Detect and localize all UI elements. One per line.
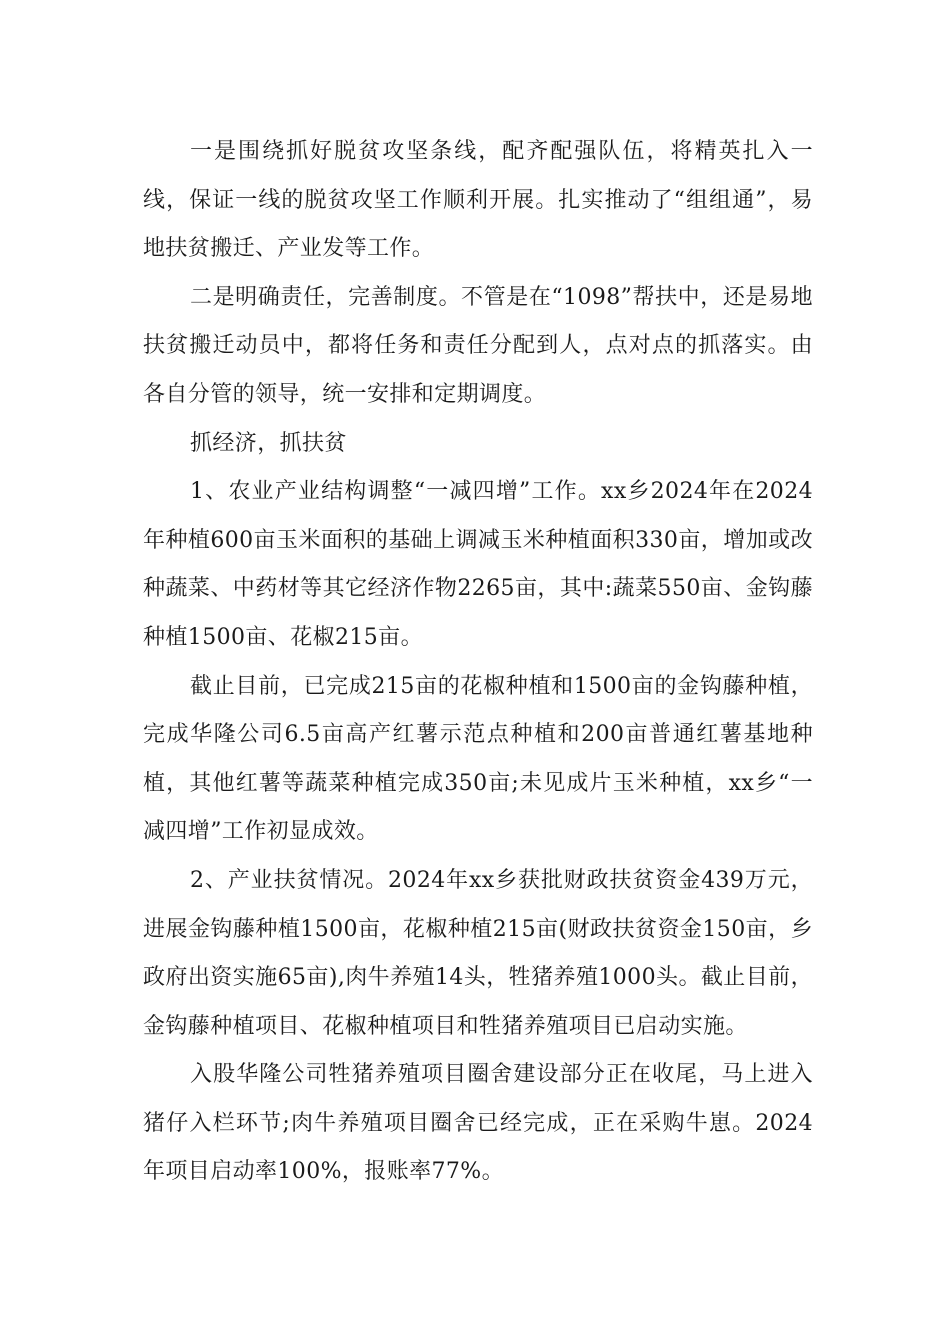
paragraph-industry-poverty: 2、产业扶贫情况。2024年xx乡获批财政扶贫资金439万元，进展金钩藤种植1500亩，花椒种植215亩(财政扶贫资金150亩，乡政府出资实施65亩),肉牛养殖14头，牲猪养殖1000头。截止目前，金钩藤种植项目、花椒种植项目和牲猪养殖项目已启动实施。: [143, 867, 813, 1039]
paragraph-pig-farming: 入股华隆公司牲猪养殖项目圈舍建设部分正在收尾，马上进入猪仔入栏环节;肉牛养殖项目圈舍已经完成，正在采购牛崽。2024年项目启动率100%，报账率77%。: [143, 1062, 813, 1185]
section-heading-economy: 抓经济，抓扶贫: [190, 430, 347, 456]
paragraph-structure-adjustment: 1、农业产业结构调整“一减四增”工作。xx乡2024年在2024年种植600亩玉米面积的基础上调减玉米种植面积330亩，增加或改种蔬菜、中药材等其它经济作物2265亩，其中:蔬菜550亩、金钩藤种植1500亩、花椒215亩。: [143, 479, 813, 650]
paragraph-team-building: 一是围绕抓好脱贫攻坚条线，配齐配强队伍，将精英扎入一线，保证一线的脱贫攻坚工作顺利开展。扎实推动了“组组通”，易地扶贫搬迁、产业发等工作。: [143, 139, 813, 262]
paragraph-progress: 截止目前，已完成215亩的花椒种植和1500亩的金钩藤种植，完成华隆公司6.5亩高产红薯示范点种植和200亩普通红薯基地种植，其他红薯等蔬菜种植完成350亩;未见成片玉米种植，xx乡“一减四增”工作初显成效。: [143, 673, 813, 845]
paragraph-responsibility: 二是明确责任，完善制度。不管是在“1098”帮扶中，还是易地扶贫搬迁动员中，都将任务和责任分配到人，点对点的抓落实。由各自分管的领导，统一安排和定期调度。: [143, 284, 813, 407]
document-body: [143, 128, 813, 1197]
